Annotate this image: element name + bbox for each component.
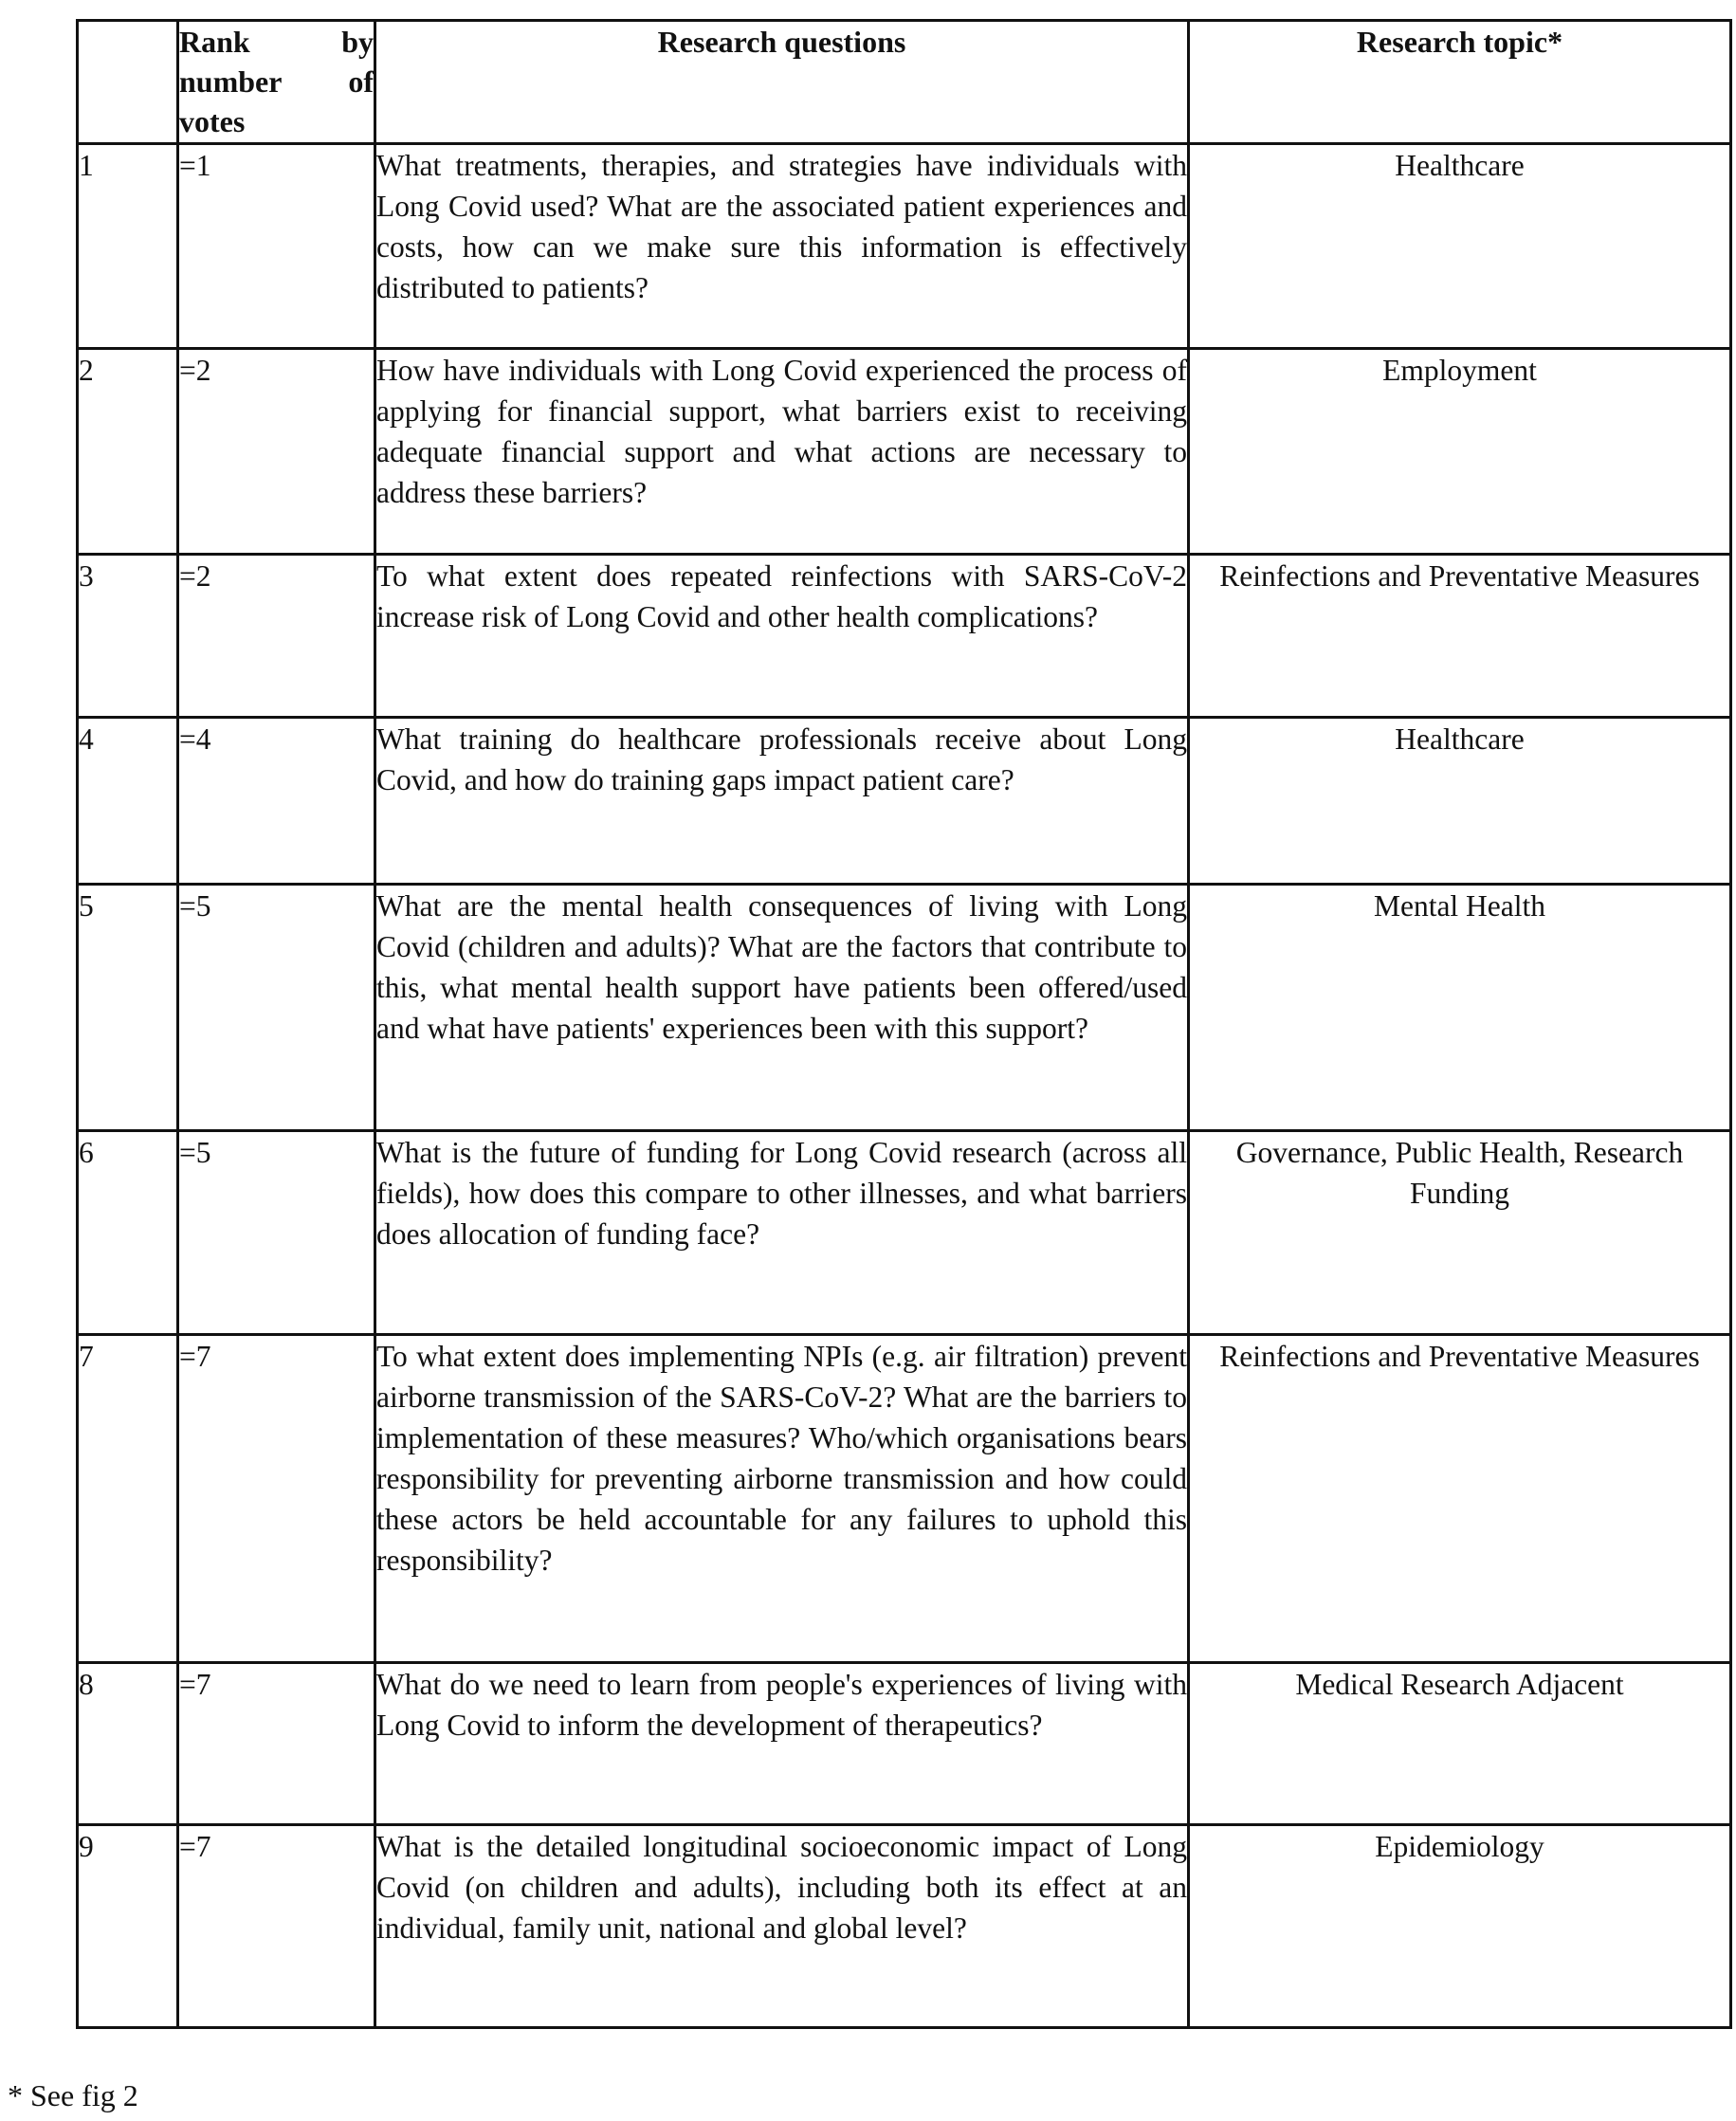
table-row [78,1131,1731,1335]
row-topic: Reinfections and Preventative Measures [1189,1335,1731,1663]
table-row [78,144,1731,349]
row-rank: =7 [178,1335,375,1663]
row-question: What training do healthcare professionals receive about Long Covid, and how do training gaps impact patient care? [375,718,1189,885]
row-topic: Medical Research Adjacent [1189,1663,1731,1825]
row-rank: =7 [178,1825,375,2028]
row-rank: =7 [178,1663,375,1825]
row-question: How have individuals with Long Covid experienced the process of applying for financial support, what barriers exist to receiving adequate financial support and what actions are necessary to address these barriers? [375,349,1189,555]
row-index: 1 [78,144,178,349]
row-rank: =5 [178,1131,375,1335]
row-topic: Reinfections and Preventative Measures [1189,555,1731,718]
row-topic: Employment [1189,349,1731,555]
header-research-topic: Research topic* [1189,21,1731,144]
row-index: 6 [78,1131,178,1335]
row-topic: Governance, Public Health, Research Funding [1189,1131,1731,1335]
row-question: What are the mental health consequences of living with Long Covid (children and adults)? What are the factors that contribute to this, what mental health support have patients been offered/used and what have patients' experiences been with this support? [375,885,1189,1131]
row-index: 8 [78,1663,178,1825]
table-row [78,718,1731,885]
row-question: What do we need to learn from people's experiences of living with Long Covid to inform the development of therapeutics? [375,1663,1189,1825]
row-question: What is the detailed longitudinal socioeconomic impact of Long Covid (on children and adults), including both its effect at an individual, family unit, national and global level? [375,1825,1189,2028]
row-topic: Healthcare [1189,144,1731,349]
research-questions-table [76,19,1732,2029]
row-index: 9 [78,1825,178,2028]
header-rank: Rank by number of votes [178,21,375,144]
row-rank: =2 [178,555,375,718]
row-topic: Mental Health [1189,885,1731,1131]
row-index: 7 [78,1335,178,1663]
row-index: 3 [78,555,178,718]
row-rank: =4 [178,718,375,885]
table-row [78,555,1731,718]
table-row [78,885,1731,1131]
row-rank: =2 [178,349,375,555]
header-index [78,21,178,144]
table-header-row [78,21,1731,144]
row-rank: =5 [178,885,375,1131]
row-index: 4 [78,718,178,885]
table-footnote: * See fig 2 [8,2078,138,2112]
row-topic: Epidemiology [1189,1825,1731,2028]
table-row [78,1825,1731,2028]
row-topic: Healthcare [1189,718,1731,885]
table-row [78,1663,1731,1825]
table-row [78,349,1731,555]
row-index: 5 [78,885,178,1131]
row-question: To what extent does implementing NPIs (e.g. air filtration) prevent airborne transmission of the SARS-CoV-2? What are the barriers to implementation of these measures? Who/which organisations bears responsibility for preventing airborne transmission and how could these actors be held accountable for any failures to uphold this responsibility? [375,1335,1189,1663]
table-row [78,1335,1731,1663]
row-question: What is the future of funding for Long Covid research (across all fields), how does this compare to other illnesses, and what barriers does allocation of funding face? [375,1131,1189,1335]
row-question: To what extent does repeated reinfections with SARS-CoV-2 increase risk of Long Covid and other health complications? [375,555,1189,718]
row-question: What treatments, therapies, and strategies have individuals with Long Covid used? What are the associated patient experiences and costs, how can we make sure this information is effectively distributed to patients? [375,144,1189,349]
row-index: 2 [78,349,178,555]
header-research-questions: Research questions [375,21,1189,144]
row-rank: =1 [178,144,375,349]
